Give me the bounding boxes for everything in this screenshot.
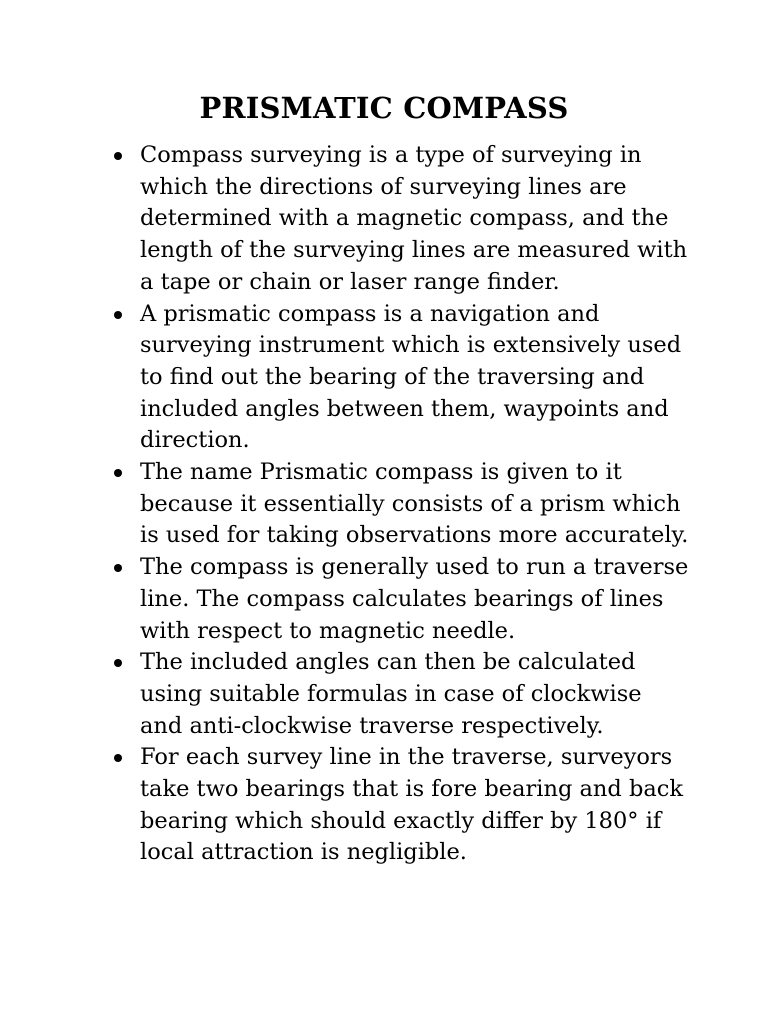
- bullet-text: A prismatic compass is a navigation and surveying instrument which is extensively used to find out the bearing of the traversing and included angles between them, waypoints and direction.: [140, 300, 682, 454]
- bullet-item: [111, 457, 691, 552]
- bullet-icon: [114, 469, 122, 477]
- document-title: PRISMATIC COMPASS: [199, 91, 569, 125]
- bullet-text: Compass surveying is a type of surveying in which the directions of surveying lines are determined with a magnetic compass, and the length of the surveying lines are measured with a tape or chain or laser range finder.: [140, 142, 688, 295]
- bullet-text: For each survey line in the traverse, surveyors take two bearings that is fore bearing and back bearing which should exactly differ by 180° if local attraction is negligible.: [140, 744, 684, 866]
- bullet-list: [111, 140, 691, 869]
- bullet-item: [111, 552, 691, 647]
- bullet-text: The included angles can then be calculated using suitable formulas in case of clockwise and anti-clockwise traverse respectively.: [140, 649, 642, 739]
- bullet-icon: [114, 659, 122, 667]
- bullet-icon: [114, 152, 122, 160]
- bullet-item: [111, 299, 691, 458]
- bullet-item: [111, 742, 691, 869]
- bullet-icon: [114, 311, 122, 319]
- bullet-icon: [114, 564, 122, 572]
- bullet-text: The compass is generally used to run a traverse line. The compass calculates bearings of lines with respect to magnetic needle.: [140, 554, 689, 644]
- bullet-item: [111, 140, 691, 299]
- bullet-icon: [114, 754, 122, 762]
- bullet-item: [111, 647, 691, 742]
- bullet-text: The name Prismatic compass is given to it because it essentially consists of a prism which is used for taking observations more accurately.: [140, 459, 689, 549]
